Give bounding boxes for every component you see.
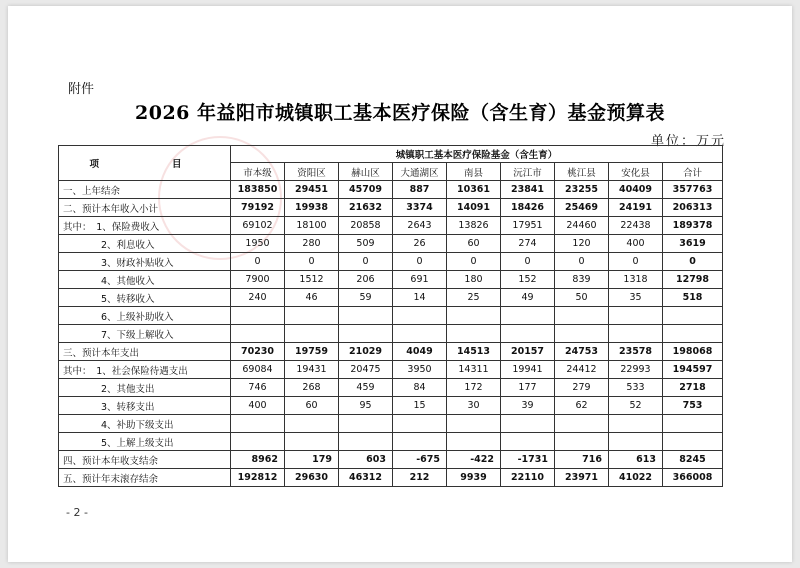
value-cell: 0 xyxy=(339,253,393,271)
total-cell: 198068 xyxy=(663,343,723,361)
table-row xyxy=(59,181,723,199)
row-label: 三、预计本年支出 xyxy=(59,343,231,361)
value-cell xyxy=(501,325,555,343)
value-cell: 24191 xyxy=(609,199,663,217)
total-cell xyxy=(663,433,723,451)
value-cell: 0 xyxy=(231,253,285,271)
value-cell: 18426 xyxy=(501,199,555,217)
fund-group-header: 城镇职工基本医疗保险基金（含生育） xyxy=(231,146,723,163)
value-cell: 79192 xyxy=(231,199,285,217)
value-cell: 3374 xyxy=(393,199,447,217)
value-cell: 19759 xyxy=(285,343,339,361)
value-cell: 400 xyxy=(231,397,285,415)
table-row xyxy=(59,361,723,379)
value-cell: 23841 xyxy=(501,181,555,199)
value-cell: 60 xyxy=(285,397,339,415)
value-cell: 20157 xyxy=(501,343,555,361)
row-label: 其中： 1、保险费收入 xyxy=(59,217,231,235)
value-cell xyxy=(609,325,663,343)
row-label: 2、其他支出 xyxy=(59,379,231,397)
value-cell: 45709 xyxy=(339,181,393,199)
value-cell: 69102 xyxy=(231,217,285,235)
row-label: 2、利息收入 xyxy=(59,235,231,253)
value-cell xyxy=(339,433,393,451)
row-label: 4、其他收入 xyxy=(59,271,231,289)
value-cell: 24412 xyxy=(555,361,609,379)
value-cell: 274 xyxy=(501,235,555,253)
row-label: 6、上级补助收入 xyxy=(59,307,231,325)
value-cell: 62 xyxy=(555,397,609,415)
value-cell: 0 xyxy=(393,253,447,271)
total-cell: 357763 xyxy=(663,181,723,199)
value-cell: 22993 xyxy=(609,361,663,379)
value-cell: 0 xyxy=(501,253,555,271)
value-cell xyxy=(393,307,447,325)
value-cell: 887 xyxy=(393,181,447,199)
value-cell xyxy=(285,415,339,433)
value-cell xyxy=(447,433,501,451)
item-column-header: 项 目 xyxy=(59,146,231,181)
table-body xyxy=(59,181,723,487)
value-cell: 59 xyxy=(339,289,393,307)
value-cell: 3950 xyxy=(393,361,447,379)
value-cell xyxy=(447,325,501,343)
value-cell: 183850 xyxy=(231,181,285,199)
value-cell: 120 xyxy=(555,235,609,253)
value-cell: 179 xyxy=(285,451,339,469)
column-header: 桃江县 xyxy=(555,163,609,181)
table-row xyxy=(59,199,723,217)
value-cell: 69084 xyxy=(231,361,285,379)
value-cell: 10361 xyxy=(447,181,501,199)
value-cell: 14311 xyxy=(447,361,501,379)
table-row xyxy=(59,253,723,271)
value-cell: 30 xyxy=(447,397,501,415)
value-cell xyxy=(339,415,393,433)
value-cell: 46 xyxy=(285,289,339,307)
value-cell: 95 xyxy=(339,397,393,415)
row-label: 一、上年结余 xyxy=(59,181,231,199)
value-cell: 20475 xyxy=(339,361,393,379)
total-cell: 753 xyxy=(663,397,723,415)
table-row xyxy=(59,343,723,361)
total-cell: 206313 xyxy=(663,199,723,217)
row-label: 5、上解上级支出 xyxy=(59,433,231,451)
value-cell xyxy=(555,325,609,343)
value-cell: -675 xyxy=(393,451,447,469)
value-cell xyxy=(231,433,285,451)
attachment-label: 附件 xyxy=(68,82,95,97)
value-cell: 18100 xyxy=(285,217,339,235)
value-cell: 25469 xyxy=(555,199,609,217)
value-cell xyxy=(285,307,339,325)
value-cell: 746 xyxy=(231,379,285,397)
value-cell xyxy=(339,307,393,325)
value-cell xyxy=(609,307,663,325)
value-cell xyxy=(609,433,663,451)
value-cell: 603 xyxy=(339,451,393,469)
column-header: 合计 xyxy=(663,163,723,181)
value-cell: 172 xyxy=(447,379,501,397)
table-row xyxy=(59,289,723,307)
table-row xyxy=(59,307,723,325)
value-cell: 240 xyxy=(231,289,285,307)
value-cell: 29630 xyxy=(285,469,339,487)
value-cell: 400 xyxy=(609,235,663,253)
value-cell: 177 xyxy=(501,379,555,397)
value-cell: 29451 xyxy=(285,181,339,199)
value-cell xyxy=(339,325,393,343)
value-cell: 7900 xyxy=(231,271,285,289)
value-cell xyxy=(555,433,609,451)
value-cell: 39 xyxy=(501,397,555,415)
value-cell: 15 xyxy=(393,397,447,415)
value-cell: 212 xyxy=(393,469,447,487)
value-cell: 17951 xyxy=(501,217,555,235)
value-cell: -422 xyxy=(447,451,501,469)
table-row xyxy=(59,379,723,397)
value-cell: 691 xyxy=(393,271,447,289)
value-cell: 21029 xyxy=(339,343,393,361)
table-row xyxy=(59,415,723,433)
column-header: 沅江市 xyxy=(501,163,555,181)
row-label: 7、下级上解收入 xyxy=(59,325,231,343)
value-cell: 459 xyxy=(339,379,393,397)
value-cell xyxy=(231,415,285,433)
value-cell: 52 xyxy=(609,397,663,415)
value-cell: 20858 xyxy=(339,217,393,235)
value-cell: 2643 xyxy=(393,217,447,235)
value-cell: 23971 xyxy=(555,469,609,487)
value-cell xyxy=(231,325,285,343)
value-cell: 533 xyxy=(609,379,663,397)
value-cell xyxy=(285,433,339,451)
total-cell: 8245 xyxy=(663,451,723,469)
value-cell: 192812 xyxy=(231,469,285,487)
table-row xyxy=(59,271,723,289)
row-label: 4、补助下级支出 xyxy=(59,415,231,433)
total-cell xyxy=(663,415,723,433)
value-cell: 60 xyxy=(447,235,501,253)
unit-label: 单位：万元 xyxy=(650,134,726,149)
total-cell: 12798 xyxy=(663,271,723,289)
value-cell: -1731 xyxy=(501,451,555,469)
value-cell: 41022 xyxy=(609,469,663,487)
total-cell: 3619 xyxy=(663,235,723,253)
value-cell xyxy=(447,415,501,433)
table-row xyxy=(59,451,723,469)
row-label: 五、预计年末滚存结余 xyxy=(59,469,231,487)
value-cell xyxy=(393,415,447,433)
value-cell xyxy=(231,307,285,325)
value-cell: 1318 xyxy=(609,271,663,289)
table-row xyxy=(59,433,723,451)
value-cell: 8962 xyxy=(231,451,285,469)
value-cell: 25 xyxy=(447,289,501,307)
value-cell: 0 xyxy=(285,253,339,271)
value-cell: 24460 xyxy=(555,217,609,235)
value-cell: 70230 xyxy=(231,343,285,361)
value-cell: 839 xyxy=(555,271,609,289)
row-label: 3、财政补贴收入 xyxy=(59,253,231,271)
column-header: 南县 xyxy=(447,163,501,181)
table-row xyxy=(59,325,723,343)
value-cell: 180 xyxy=(447,271,501,289)
total-cell: 2718 xyxy=(663,379,723,397)
table-row xyxy=(59,397,723,415)
column-header: 市本级 xyxy=(231,163,285,181)
value-cell xyxy=(285,325,339,343)
value-cell: 152 xyxy=(501,271,555,289)
value-cell: 26 xyxy=(393,235,447,253)
column-header: 大通湖区 xyxy=(393,163,447,181)
value-cell xyxy=(555,415,609,433)
value-cell: 280 xyxy=(285,235,339,253)
value-cell xyxy=(501,415,555,433)
value-cell: 1512 xyxy=(285,271,339,289)
value-cell: 19431 xyxy=(285,361,339,379)
total-cell xyxy=(663,325,723,343)
total-cell: 194597 xyxy=(663,361,723,379)
value-cell: 23255 xyxy=(555,181,609,199)
value-cell: 24753 xyxy=(555,343,609,361)
row-label: 其中： 1、社会保险待遇支出 xyxy=(59,361,231,379)
value-cell: 21632 xyxy=(339,199,393,217)
value-cell: 0 xyxy=(609,253,663,271)
total-cell xyxy=(663,307,723,325)
value-cell xyxy=(501,307,555,325)
value-cell: 268 xyxy=(285,379,339,397)
row-label: 5、转移收入 xyxy=(59,289,231,307)
column-header: 资阳区 xyxy=(285,163,339,181)
value-cell: 22438 xyxy=(609,217,663,235)
value-cell: 23578 xyxy=(609,343,663,361)
value-cell: 509 xyxy=(339,235,393,253)
column-header: 安化县 xyxy=(609,163,663,181)
total-cell: 189378 xyxy=(663,217,723,235)
total-cell: 366008 xyxy=(663,469,723,487)
row-label: 3、转移支出 xyxy=(59,397,231,415)
value-cell: 49 xyxy=(501,289,555,307)
value-cell: 14091 xyxy=(447,199,501,217)
value-cell: 13826 xyxy=(447,217,501,235)
value-cell: 1950 xyxy=(231,235,285,253)
value-cell: 206 xyxy=(339,271,393,289)
value-cell: 613 xyxy=(609,451,663,469)
value-cell: 50 xyxy=(555,289,609,307)
row-label: 二、预计本年收入小计 xyxy=(59,199,231,217)
total-cell: 518 xyxy=(663,289,723,307)
value-cell: 40409 xyxy=(609,181,663,199)
value-cell xyxy=(393,325,447,343)
value-cell xyxy=(393,433,447,451)
value-cell: 4049 xyxy=(393,343,447,361)
row-label: 四、预计本年收支结余 xyxy=(59,451,231,469)
value-cell: 35 xyxy=(609,289,663,307)
value-cell: 716 xyxy=(555,451,609,469)
value-cell: 84 xyxy=(393,379,447,397)
value-cell xyxy=(501,433,555,451)
value-cell: 14513 xyxy=(447,343,501,361)
value-cell: 19938 xyxy=(285,199,339,217)
table-row xyxy=(59,235,723,253)
table-row xyxy=(59,469,723,487)
value-cell: 9939 xyxy=(447,469,501,487)
column-header: 赫山区 xyxy=(339,163,393,181)
value-cell: 0 xyxy=(555,253,609,271)
value-cell xyxy=(447,307,501,325)
table-row xyxy=(59,217,723,235)
page-number: - 2 - xyxy=(66,506,88,519)
value-cell: 22110 xyxy=(501,469,555,487)
value-cell xyxy=(609,415,663,433)
value-cell: 14 xyxy=(393,289,447,307)
value-cell: 46312 xyxy=(339,469,393,487)
page-title: 2026 年益阳市城镇职工基本医疗保险（含生育）基金预算表 xyxy=(135,102,665,124)
value-cell: 279 xyxy=(555,379,609,397)
budget-table xyxy=(58,145,723,487)
total-cell: 0 xyxy=(663,253,723,271)
value-cell: 0 xyxy=(447,253,501,271)
value-cell: 19941 xyxy=(501,361,555,379)
value-cell xyxy=(555,307,609,325)
